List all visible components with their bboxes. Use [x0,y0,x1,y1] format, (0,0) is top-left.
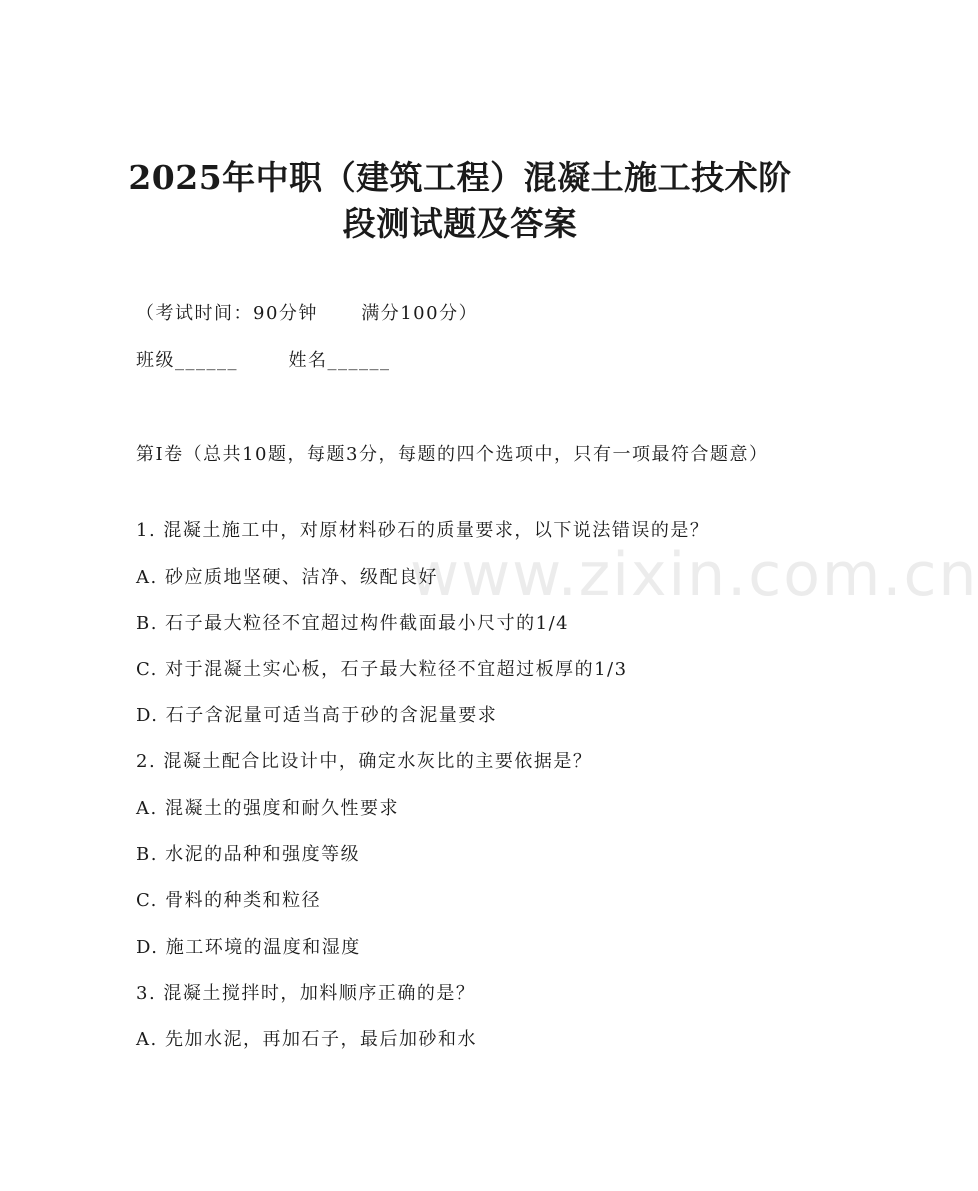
title-line-1: 2025年中职（建筑工程）混凝土施工技术阶 [128,158,792,197]
document-title [60,155,860,247]
title-line-2: 段测试题及答案 [342,204,578,243]
question-3: 3. 混凝土搅拌时，加料顺序正确的是？ [136,983,476,1004]
question-1-option-d: D. 石子含泥量可适当高于砂的含泥量要求 [136,705,498,726]
question-3-option-a: A. 先加水泥，再加石子，最后加砂和水 [136,1029,477,1050]
question-1-option-b: B. 石子最大粒径不宜超过构件截面最小尺寸的1/4 [136,613,570,634]
question-2-option-a: A. 混凝土的强度和耐久性要求 [136,798,399,819]
question-2-option-b: B. 水泥的品种和强度等级 [136,844,361,865]
question-1-option-c: C. 对于混凝土实心板，石子最大粒径不宜超过板厚的1/3 [136,659,628,680]
class-name-line: 班级______ 姓名______ [136,350,391,371]
question-2: 2. 混凝土配合比设计中，确定水灰比的主要依据是？ [136,751,593,772]
question-2-option-d: D. 施工环境的温度和湿度 [136,937,361,958]
exam-info: （考试时间：90分钟 满分100分） [136,303,479,324]
section-instruction: 第I卷（总共10题，每题3分，每题的四个选项中，只有一项最符合题意） [136,444,769,465]
question-2-option-c: C. 骨料的种类和粒径 [136,890,322,911]
watermark: www.zixin.com.cn [410,540,978,610]
question-1-option-a: A. 砂应质地坚硬、洁净、级配良好 [136,567,438,588]
question-1: 1. 混凝土施工中，对原材料砂石的质量要求，以下说法错误的是？ [136,520,710,541]
